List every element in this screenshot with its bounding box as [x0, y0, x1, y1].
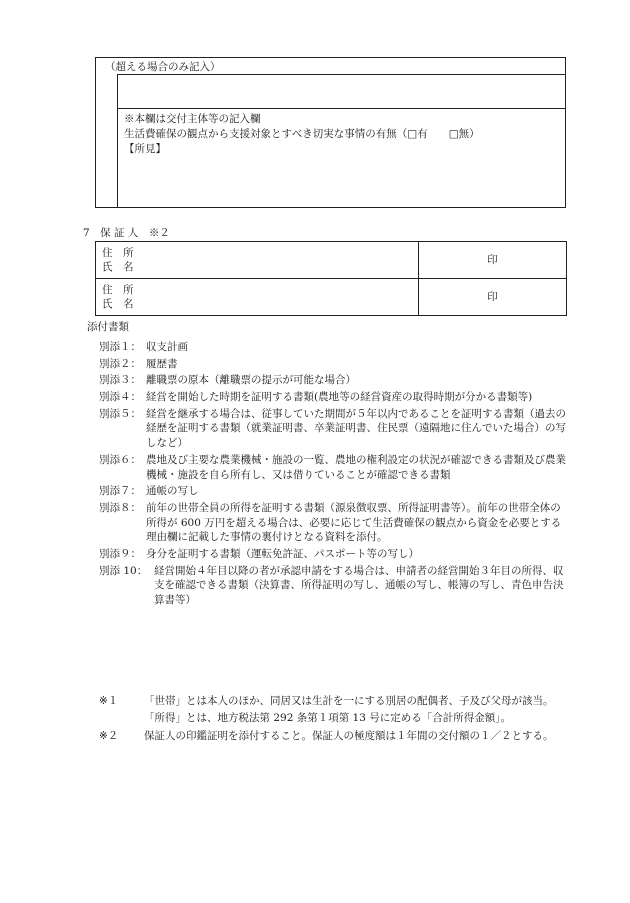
note-line: 生活費確保の観点から支援対象とすべき切実な事情の有無（□有 □無） — [124, 128, 480, 140]
attachment-item — [99, 501, 569, 545]
attachment-item — [99, 373, 569, 388]
box-inner — [117, 74, 566, 208]
footnote-2 — [99, 729, 569, 744]
blank-entry-field[interactable] — [118, 75, 566, 109]
guarantor-info-cell[interactable] — [96, 242, 419, 279]
attachment-text: 経営を継承する場合は、従事していた期間が５年以内であることを証明する書類（過去の経歴を証明する書類（就業証明書、卒業証明書、住民票（遠隔地に住んでいた場合）の写しなど） — [146, 407, 566, 450]
box-header: （超える場合のみ記入） — [105, 61, 221, 73]
attachment-item — [99, 453, 569, 482]
attachment-text: 収支計画 — [146, 341, 188, 353]
attachment-number: 別添 10： — [99, 564, 148, 577]
footnote-text: 「世帯」とは本人のほか、同居又は生計を一にする別居の配偶者、子及び父母が該当。 — [144, 695, 554, 707]
attachment-text: 履歴書 — [146, 357, 178, 370]
address-label: 住 所 — [102, 284, 134, 296]
attachment-number: 別添９： — [99, 547, 141, 560]
guarantor-table — [95, 241, 567, 316]
footnote-text: 保証人の印鑑証明を添付すること。保証人の極度額は１年間の交付額の１／２とする。 — [144, 730, 554, 743]
footnote-1-sub: 「所得」とは、地方税法第 292 条第１項第 13 号に定める「合計所得金額」。 — [144, 711, 512, 724]
attachment-number: 別添６： — [99, 453, 141, 466]
attachment-number: 別添５： — [99, 407, 141, 420]
footnote-mark: ※１ — [99, 695, 119, 707]
attachment-item — [99, 564, 569, 608]
attachment-item — [99, 390, 569, 405]
opinion-label: 【所見】 — [124, 143, 166, 155]
guarantor-row — [96, 279, 567, 316]
attachment-text: 経営を開始した時期を証明する書類(農地等の経営資産の取得時期が分かる書類等) — [146, 391, 533, 404]
footnote-1 — [99, 694, 569, 709]
attachment-item — [99, 357, 569, 372]
guarantor-info-cell[interactable] — [96, 279, 419, 316]
name-label: 氏 名 — [102, 298, 134, 310]
income-exceed-box — [95, 57, 566, 208]
authority-note — [124, 112, 566, 157]
attachment-text: 前年の世帯全員の所得を証明する書類（源泉徴収票、所得証明書等）。前年の世帯全体の所得が 600 万円を超える場合は、必要に応じて生活費確保の観点から資金を必要とする理由欄に記載した事情の裏付けとなる資料を添付。 — [146, 501, 562, 544]
attachment-item — [99, 340, 569, 355]
attachment-number: 別添２： — [99, 357, 141, 370]
attachment-number: 別添１： — [99, 341, 141, 353]
attachment-text: 通帳の写し — [146, 485, 199, 498]
footnotes — [99, 694, 569, 746]
attachment-text: 経営開始４年目以降の者が承認申請をする場合は、申請者の経営開始３年目の所得、収支を確認できる書類（決算書、所得証明の写し、通帳の写し、帳簿の写し、青色申告決算書等） — [154, 564, 564, 606]
attachment-number: 別添８： — [99, 501, 141, 514]
attachment-number: 別添７： — [99, 485, 141, 498]
attachment-number: 別添３： — [99, 374, 141, 387]
name-label: 氏 名 — [102, 261, 134, 273]
seal-cell: 印 — [419, 242, 567, 279]
attachment-number: 別添４： — [99, 391, 141, 404]
attachments-list — [99, 340, 569, 610]
footnote-mark: ※２ — [99, 730, 119, 743]
note-title: ※本欄は交付主体等の記入欄 — [124, 113, 261, 125]
address-label: 住 所 — [102, 247, 134, 259]
attachment-item — [99, 547, 569, 562]
attachment-text: 身分を証明する書類（運転免許証、パスポート等の写し） — [146, 547, 419, 560]
attachment-item — [99, 484, 569, 499]
seal-cell: 印 — [419, 279, 567, 316]
attachment-item — [99, 407, 569, 451]
attachments-title: 添付書類 — [87, 321, 129, 333]
attachment-text: 農地及び主要な農業機械・施設の一覧、農地の権利設定の状況が確認できる書類及び農業機械・施設を自ら所有し、又は借りていることが確認できる書類 — [146, 453, 566, 481]
guarantor-heading: 7 保 証 人 ※２ — [83, 227, 170, 239]
guarantor-row — [96, 242, 567, 279]
attachment-text: 離職票の原本（離職票の提示が可能な場合） — [146, 374, 356, 387]
